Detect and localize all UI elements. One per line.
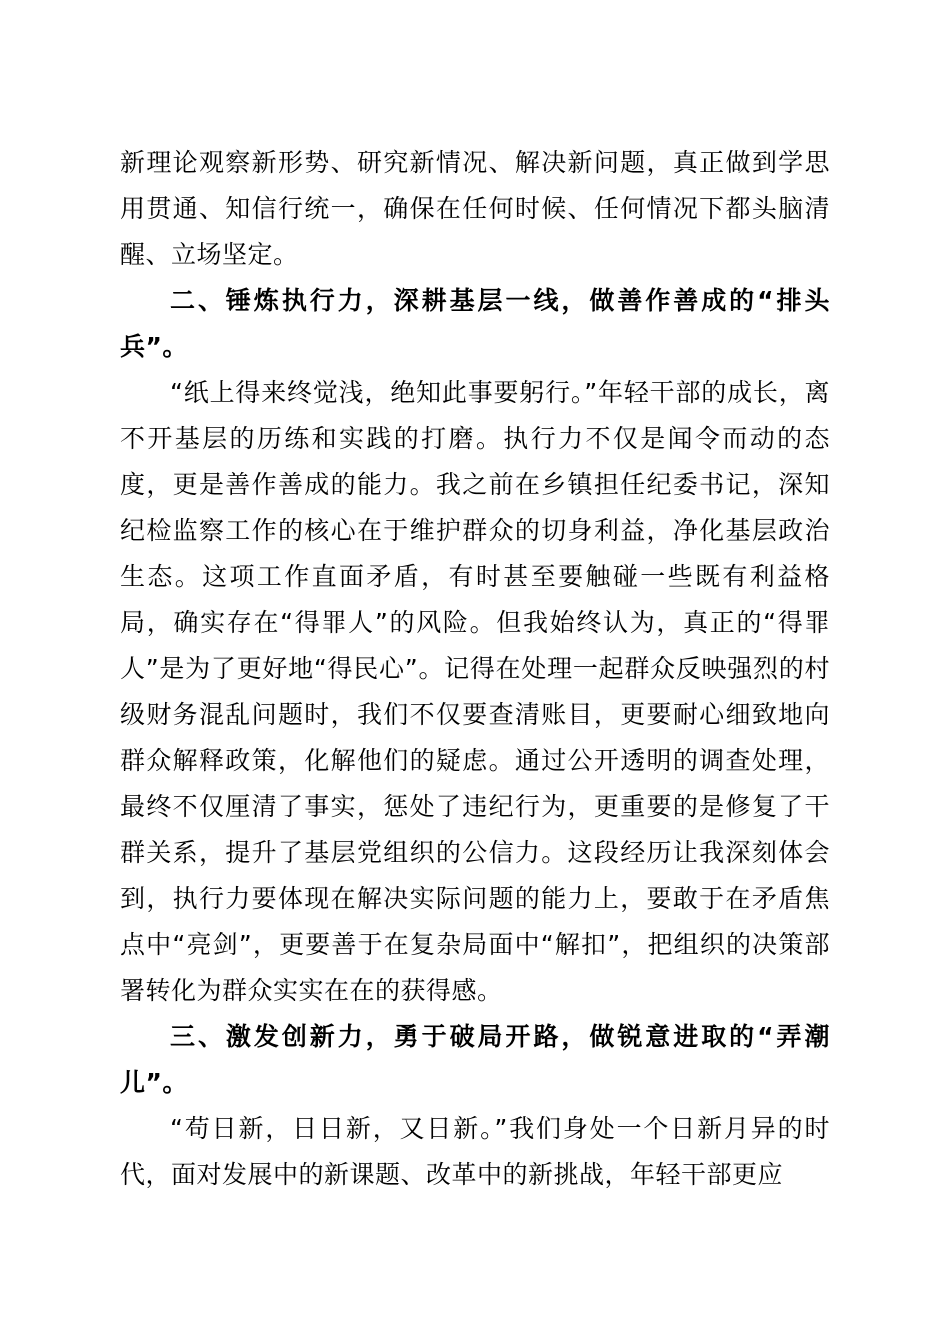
document-body xyxy=(120,140,830,1198)
body-paragraph-innovation: “苟日新，日日新，又日新。”我们身处一个日新月异的时代，面对发展中的新课题、改革中的新挑战，年轻干部更应 xyxy=(120,1114,830,1189)
section-heading-2: 二、锤炼执行力，深耕基层一线，做善作善成的“排头兵”。 xyxy=(120,286,830,361)
section-heading-3: 三、激发创新力，勇于破局开路，做锐意进取的“弄潮儿”。 xyxy=(120,1022,830,1097)
body-paragraph-execution: “纸上得来终觉浅，绝知此事要躬行。”年轻干部的成长，离不开基层的历练和实践的打磨。执行力不仅是闻令而动的态度，更是善作善成的能力。我之前在乡镇担任纪委书记，深知纪检监察工作的核心在于维护群众的切身利益，净化基层政治生态。这项工作直面矛盾，有时甚至要触碰一些既有利益格局，确实存在“得罪人”的风险。但我始终认为，真正的“得罪人”是为了更好地“得民心”。记得在处理一起群众反映强烈的村级财务混乱问题时，我们不仅要查清账目，更要耐心细致地向群众解释政策，化解他们的疑虑。通过公开透明的调查处理，最终不仅厘清了事实，惩处了违纪行为，更重要的是修复了干群关系，提升了基层党组织的公信力。这段经历让我深刻体会到，执行力要体现在解决实际问题的能力上，要敢于在矛盾焦点中“亮剑”，更要善于在复杂局面中“解扣”，把组织的决策部署转化为群众实实在在的获得感。 xyxy=(120,378,830,1005)
body-paragraph-continuation: 新理论观察新形势、研究新情况、解决新问题，真正做到学思用贯通、知信行统一，确保在任何时候、任何情况下都头脑清醒、立场坚定。 xyxy=(120,148,830,269)
